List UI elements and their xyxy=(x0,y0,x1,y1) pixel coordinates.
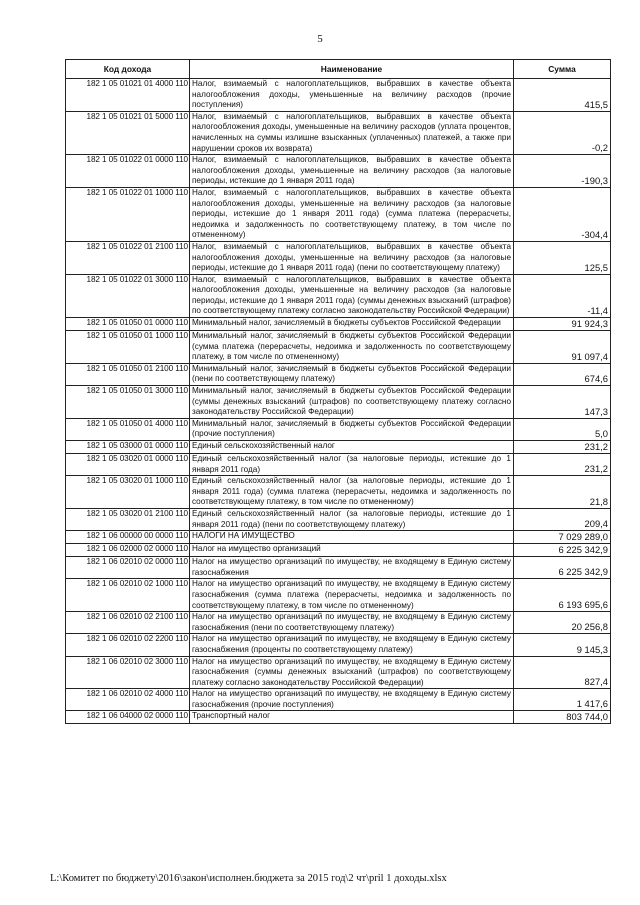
name-cell: Налог на имущество организаций по имуществу, не входящему в Единую систему газоснабжения (пени по соответствующему платежу) xyxy=(190,612,514,634)
revenue-table xyxy=(65,59,611,724)
name-cell: Минимальный налог, зачисляемый в бюджеты субъектов Российской Федерации (пени по соответствующему платежу) xyxy=(190,363,514,385)
name-cell: Минимальный налог, зачисляемый в бюджеты субъектов Российской Федерации xyxy=(190,318,514,331)
table-row xyxy=(66,386,611,419)
table-row xyxy=(66,656,611,689)
table-row xyxy=(66,441,611,454)
name-cell: Налог на имущество организаций по имуществу, не входящему в Единую систему газоснабжения xyxy=(190,557,514,579)
name-cell: Налог на имущество организаций по имуществу, не входящему в Единую систему газоснабжения (сумма платежа (перерасчеты, недоимка и задолженность по соответствующему платежу, в том числе по отмененному) xyxy=(190,579,514,612)
name-cell: Налог, взимаемый с налогоплательщиков, выбравших в качестве объекта налогообложения доходы, уменьшенные на величину расходов (за налоговые периоды, истекшие до 1 января 2011 года) (суммы денежных взысканий (штрафов) по соответствующему платежу согласно законодательству Российской Федерации) xyxy=(190,274,514,317)
sum-cell: 147,3 xyxy=(514,386,611,419)
code-cell: 182 1 06 02010 02 4000 110 xyxy=(66,689,190,711)
sum-cell: -0,2 xyxy=(514,111,611,154)
name-cell: Налог на имущество организаций xyxy=(190,544,514,557)
sum-cell: 5,0 xyxy=(514,418,611,440)
sum-cell: 827,4 xyxy=(514,656,611,689)
table-row xyxy=(66,689,611,711)
code-cell: 182 1 05 01050 01 1000 110 xyxy=(66,331,190,364)
name-cell: Единый сельскохозяйственный налог xyxy=(190,441,514,454)
name-cell: Единый сельскохозяйственный налог (за налоговые периоды, истекшие до 1 января 2011 года) xyxy=(190,454,514,476)
table-row xyxy=(66,241,611,274)
code-cell: 182 1 05 01050 01 3000 110 xyxy=(66,386,190,419)
table-row xyxy=(66,634,611,656)
table-row xyxy=(66,454,611,476)
name-cell: Минимальный налог, зачисляемый в бюджеты субъектов Российской Федерации (сумма платежа (перерасчеты, недоимка и задолженность по соответствующему платежу, в том числе по отмененному) xyxy=(190,331,514,364)
code-cell: 182 1 06 02000 02 0000 110 xyxy=(66,544,190,557)
sum-cell: 415,5 xyxy=(514,79,611,112)
header-sum: Сумма xyxy=(514,60,611,79)
name-cell: Налог, взимаемый с налогоплательщиков, выбравших в качестве объекта налогообложения доходы, уменьшенные на величину расходов (за налоговые периоды, истекшие до 1 января 2011 года) (пени по соответствующему платежу) xyxy=(190,241,514,274)
table-row xyxy=(66,476,611,509)
name-cell: Налог на имущество организаций по имуществу, не входящему в Единую систему газоснабжения (суммы денежных взысканий (штрафов) по соответствующему платежу согласно законодательству Российской Федерации) xyxy=(190,656,514,689)
table-row xyxy=(66,331,611,364)
code-cell: 182 1 06 02010 02 0000 110 xyxy=(66,557,190,579)
table-row xyxy=(66,544,611,557)
code-cell: 182 1 05 01022 01 2100 110 xyxy=(66,241,190,274)
table-row xyxy=(66,187,611,241)
code-cell: 182 1 06 00000 00 0000 110 xyxy=(66,531,190,544)
code-cell: 182 1 05 03020 01 2100 110 xyxy=(66,508,190,530)
sum-cell: 1 417,6 xyxy=(514,689,611,711)
code-cell: 182 1 05 01021 01 5000 110 xyxy=(66,111,190,154)
sum-cell: 803 744,0 xyxy=(514,711,611,724)
name-cell: Налог на имущество организаций по имуществу, не входящему в Единую систему газоснабжения (проценты по соответствующему платежу) xyxy=(190,634,514,656)
table-row xyxy=(66,418,611,440)
name-cell: Минимальный налог, зачисляемый в бюджеты субъектов Российской Федерации (суммы денежных взысканий (штрафов) по соответствующему платежу согласно законодательству Российской Федерации) xyxy=(190,386,514,419)
sum-cell: -190,3 xyxy=(514,155,611,188)
name-cell: Налог, взимаемый с налогоплательщиков, выбравших в качестве объекта налогообложения доходы, уменьшенные на величину расходов (прочие поступления) xyxy=(190,79,514,112)
code-cell: 182 1 05 03000 01 0000 110 xyxy=(66,441,190,454)
table-row xyxy=(66,111,611,154)
name-cell: Налог, взимаемый с налогоплательщиков, выбравших в качестве объекта налогообложения доходы, уменьшенные на величину расходов (уплата процентов, начисленных на суммы излишне взысканных (уплаченных) платежей, а также при нарушении сроков их возврата) xyxy=(190,111,514,154)
name-cell: Налог, взимаемый с налогоплательщиков, выбравших в качестве объекта налогообложения доходы, уменьшенные на величину расходов (за налоговые периоды, истекшие до 1 января 2011 года) (сумма платежа (перерасчеты, недоимка и задолженность по соответствующему платежу, в том числе по отмененному) xyxy=(190,187,514,241)
code-cell: 182 1 06 02010 02 2100 110 xyxy=(66,612,190,634)
sum-cell: 6 225 342,9 xyxy=(514,557,611,579)
page-number: 5 xyxy=(317,33,323,45)
code-cell: 182 1 05 01050 01 0000 110 xyxy=(66,318,190,331)
table-row xyxy=(66,318,611,331)
sum-cell: 91 097,4 xyxy=(514,331,611,364)
sum-cell: 91 924,3 xyxy=(514,318,611,331)
sum-cell: 674,6 xyxy=(514,363,611,385)
sum-cell: 231,2 xyxy=(514,454,611,476)
code-cell: 182 1 05 03020 01 0000 110 xyxy=(66,454,190,476)
sum-cell: -304,4 xyxy=(514,187,611,241)
table-row xyxy=(66,274,611,317)
sum-cell: 9 145,3 xyxy=(514,634,611,656)
sum-cell: 21,8 xyxy=(514,476,611,509)
table-row xyxy=(66,531,611,544)
code-cell: 182 1 06 04000 02 0000 110 xyxy=(66,711,190,724)
table-row xyxy=(66,557,611,579)
code-cell: 182 1 05 01050 01 4000 110 xyxy=(66,418,190,440)
name-cell: Налог на имущество организаций по имуществу, не входящему в Единую систему газоснабжения (прочие поступления) xyxy=(190,689,514,711)
sum-cell: 231,2 xyxy=(514,441,611,454)
name-cell: Налог, взимаемый с налогоплательщиков, выбравших в качестве объекта налогообложения доходы, уменьшенные на величину расходов (за налоговые периоды, истекшие до 1 января 2011 года) xyxy=(190,155,514,188)
code-cell: 182 1 05 01022 01 0000 110 xyxy=(66,155,190,188)
code-cell: 182 1 05 01022 01 1000 110 xyxy=(66,187,190,241)
name-cell: Минимальный налог, зачисляемый в бюджеты субъектов Российской Федерации (прочие поступления) xyxy=(190,418,514,440)
table-row xyxy=(66,711,611,724)
table-row xyxy=(66,79,611,112)
code-cell: 182 1 06 02010 02 1000 110 xyxy=(66,579,190,612)
code-cell: 182 1 06 02010 02 3000 110 xyxy=(66,656,190,689)
table-row xyxy=(66,579,611,612)
table-row xyxy=(66,363,611,385)
name-cell: Транспортный налог xyxy=(190,711,514,724)
header-code: Код дохода xyxy=(66,60,190,79)
code-cell: 182 1 05 03020 01 1000 110 xyxy=(66,476,190,509)
code-cell: 182 1 05 01021 01 4000 110 xyxy=(66,79,190,112)
code-cell: 182 1 05 01050 01 2100 110 xyxy=(66,363,190,385)
sum-cell: 6 193 695,6 xyxy=(514,579,611,612)
sum-cell: 209,4 xyxy=(514,508,611,530)
sum-cell: 6 225 342,9 xyxy=(514,544,611,557)
name-cell: Единый сельскохозяйственный налог (за налоговые периоды, истекшие до 1 января 2011 года) (пени по соответствующему платежу) xyxy=(190,508,514,530)
sum-cell: -11,4 xyxy=(514,274,611,317)
sum-cell: 125,5 xyxy=(514,241,611,274)
sum-cell: 20 256,8 xyxy=(514,612,611,634)
name-cell: НАЛОГИ НА ИМУЩЕСТВО xyxy=(190,531,514,544)
table-header-row xyxy=(66,60,611,79)
code-cell: 182 1 06 02010 02 2200 110 xyxy=(66,634,190,656)
file-path-footer: L:\Комитет по бюджету\2016\закон\исполнен.бюджета за 2015 год\2 чт\pril 1 доходы.xlsx xyxy=(50,873,447,884)
code-cell: 182 1 05 01022 01 3000 110 xyxy=(66,274,190,317)
sum-cell: 7 029 289,0 xyxy=(514,531,611,544)
table-row xyxy=(66,612,611,634)
name-cell: Единый сельскохозяйственный налог (за налоговые периоды, истекшие до 1 января 2011 года) (сумма платежа (перерасчеты, недоимка и задолженность по соответствующему платежу, в том числе по отмененному) xyxy=(190,476,514,509)
table-row xyxy=(66,508,611,530)
table-row xyxy=(66,155,611,188)
header-name: Наименование xyxy=(190,60,514,79)
